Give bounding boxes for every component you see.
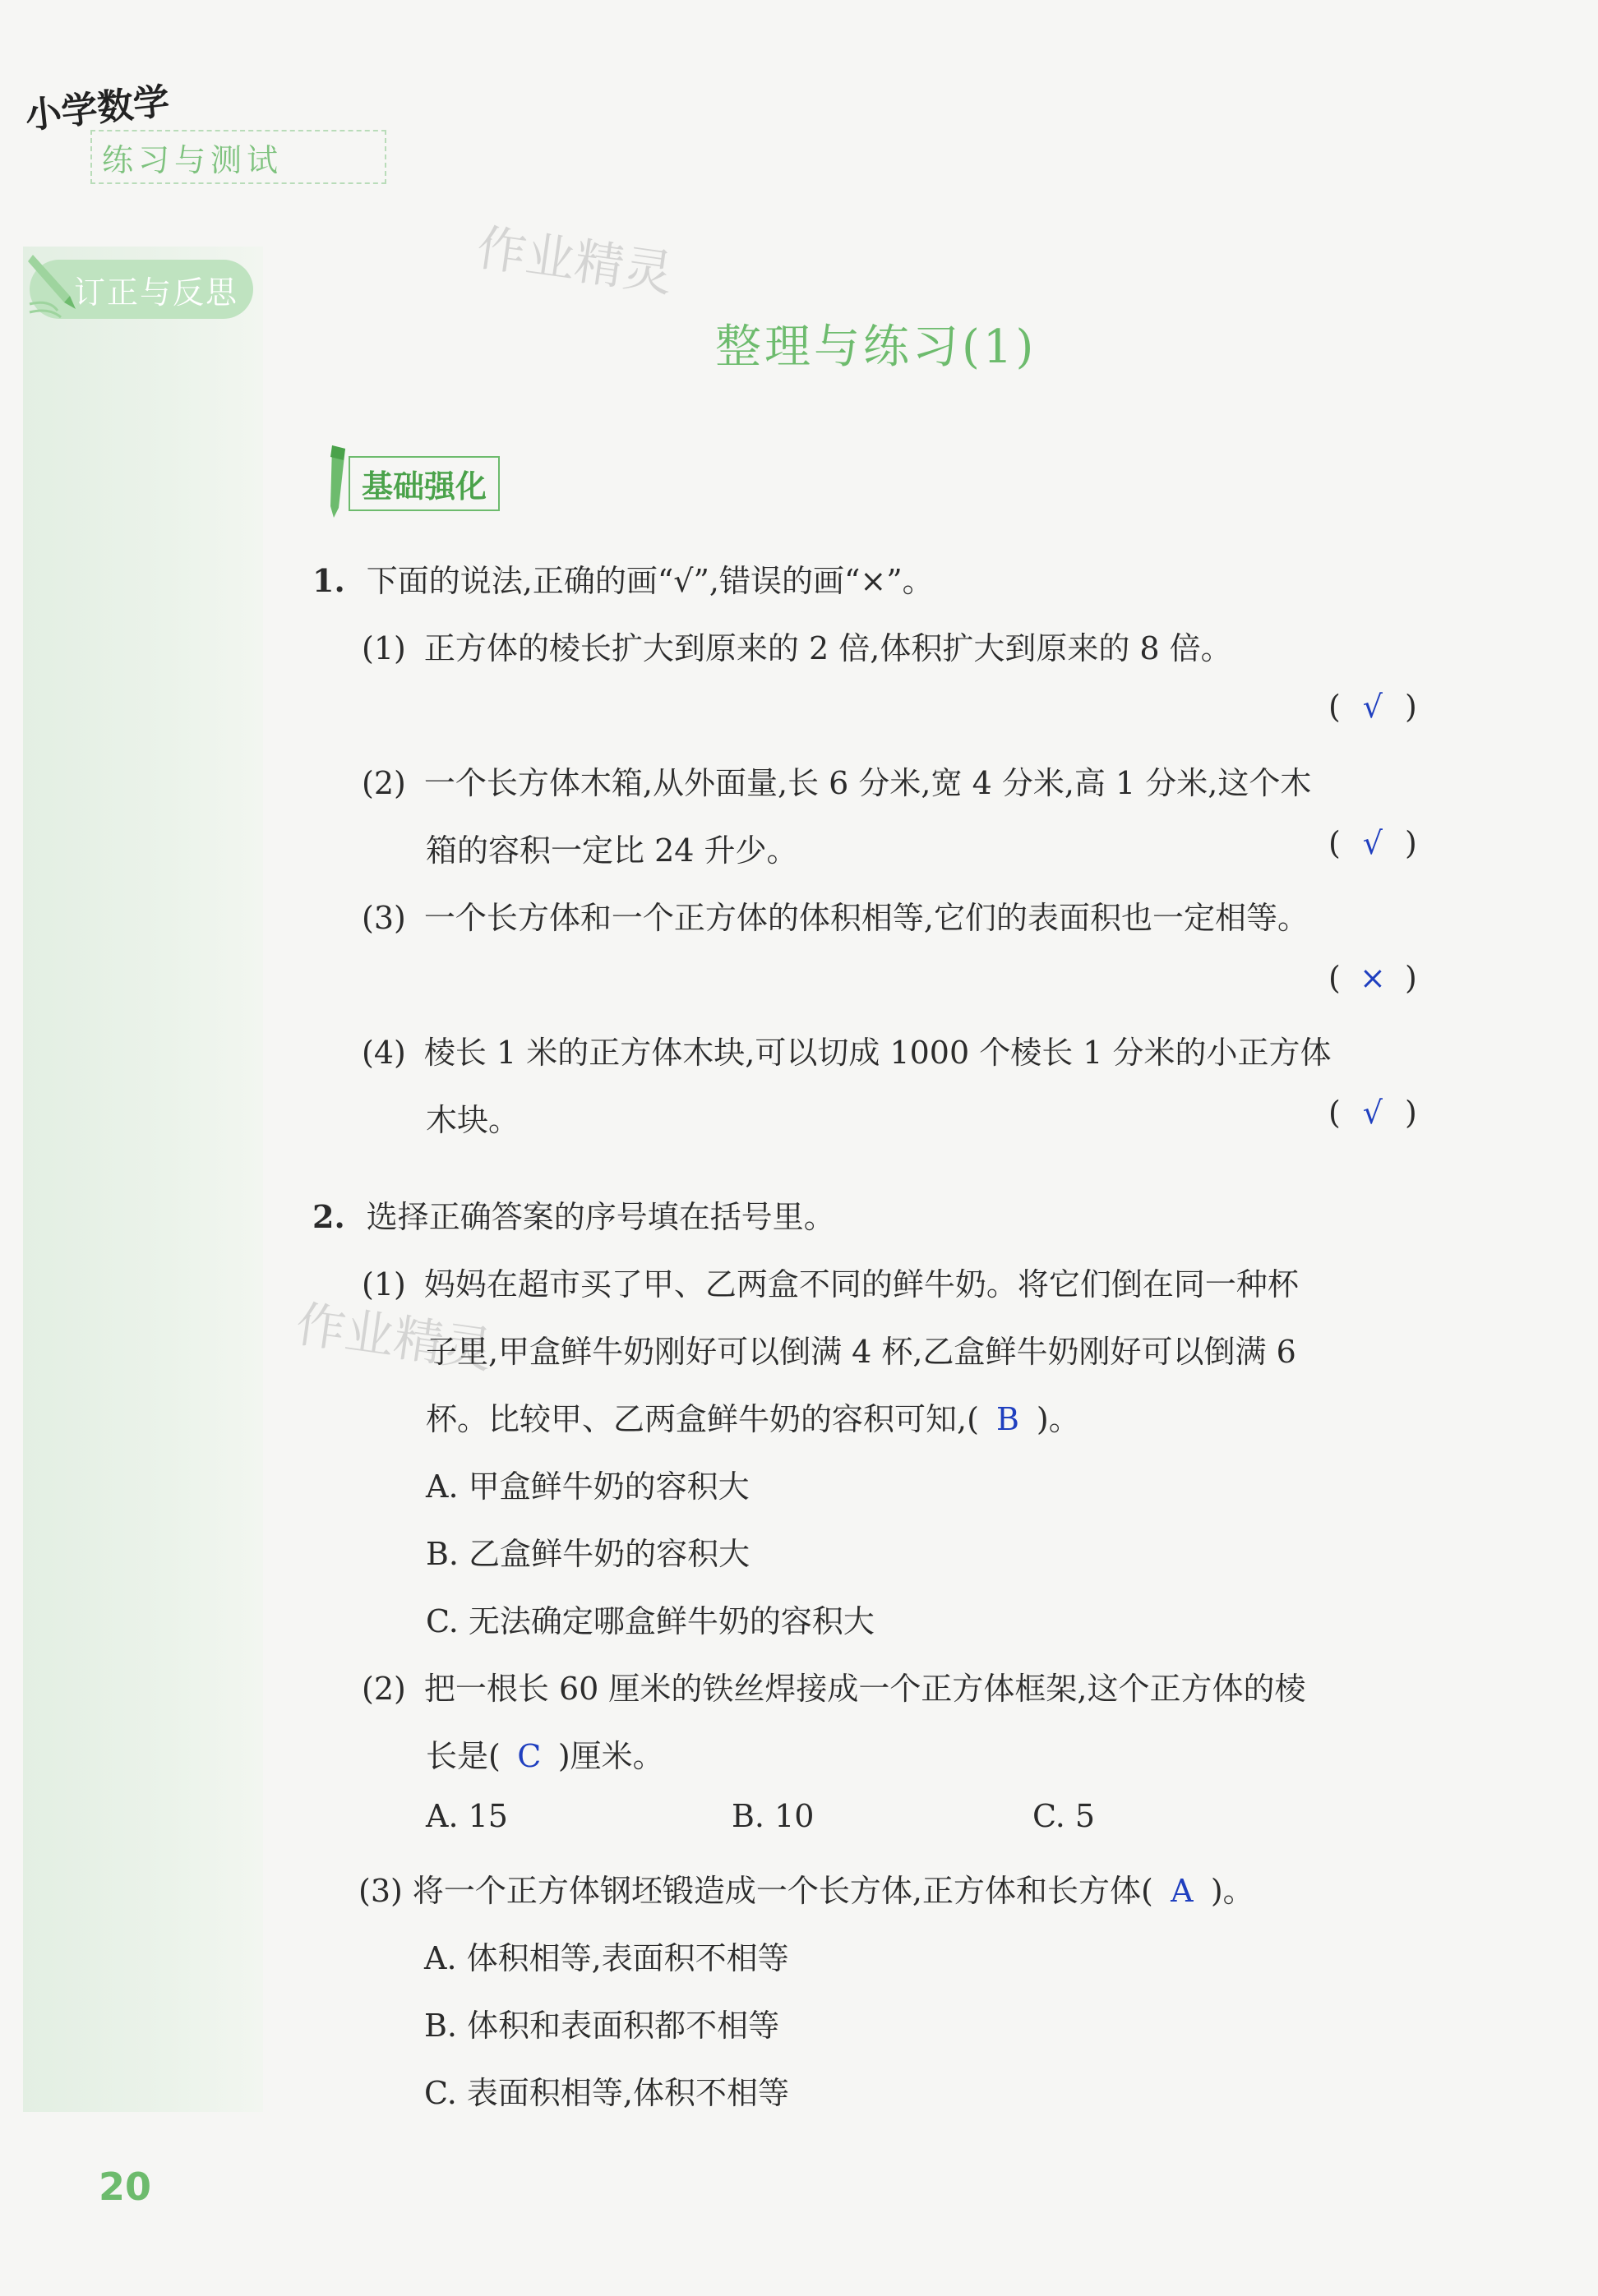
q2-p1-label: (1)	[362, 1266, 406, 1302]
q1-item2-label: (2)	[362, 765, 406, 801]
q2-p1-option-b: B. 乙盒鲜牛奶的容积大	[426, 1536, 751, 1572]
q2-p2-text1: 把一根长 60 厘米的铁丝焊接成一个正方体框架,这个正方体的棱	[423, 1671, 1306, 1707]
q1-item3-label: (3)	[362, 900, 406, 936]
q2-p1-line2: 子里,甲盒鲜牛奶刚好可以倒满 4 杯,乙盒鲜牛奶刚好可以倒满 6	[426, 1334, 1296, 1370]
q1-item2-line2: 箱的容积一定比 24 升少。	[426, 832, 798, 869]
q2-p3-option-c: C. 表面积相等,体积不相等	[424, 2075, 789, 2111]
q1-item2-answer: √	[1362, 825, 1383, 861]
q1-item1-answer-bracket: ( √ )	[1328, 689, 1417, 725]
q2-p1-option-a: A. 甲盒鲜牛奶的容积大	[426, 1468, 750, 1505]
section-tag-label: 基础强化	[349, 456, 500, 511]
q1-item1-answer: √	[1362, 689, 1383, 725]
q2-p1-line3	[426, 1394, 1080, 1439]
lesson-title: 整理与练习(1)	[715, 320, 1037, 374]
q2-p2-text2: 长是(	[426, 1738, 501, 1774]
section-tag	[321, 450, 500, 516]
q1-number: 1.	[312, 562, 345, 599]
q1-item3-line1	[362, 892, 1309, 938]
q2-p2-answer: C	[517, 1738, 542, 1774]
q2-p3-option-a: A. 体积相等,表面积不相等	[424, 1940, 789, 1976]
q1-item2-line1	[362, 758, 1311, 803]
q1-item3-answer-bracket: ( × )	[1328, 960, 1417, 996]
correction-tab-label: 订正与反思	[73, 274, 238, 311]
q1-item4-line1	[362, 1027, 1332, 1072]
q2-p3-answer: A	[1171, 1873, 1194, 1909]
q1-item1-text: 正方体的棱长扩大到原来的 2 倍,体积扩大到原来的 8 倍。	[423, 630, 1232, 666]
page-number: 20	[99, 2165, 152, 2209]
q2-p1-option-c: C. 无法确定哪盒鲜牛奶的容积大	[426, 1603, 875, 1639]
q2-p1-answer: B	[995, 1401, 1019, 1437]
q2-p2-line2	[426, 1731, 664, 1776]
q2-p2-text2-end: )厘米。	[557, 1738, 664, 1774]
q2-number: 2.	[312, 1198, 345, 1235]
q1-item3-text: 一个长方体和一个正方体的体积相等,它们的表面积也一定相等。	[423, 900, 1309, 936]
q1-item4-line2: 木块。	[426, 1102, 520, 1138]
q1-item4-label: (4)	[362, 1035, 406, 1071]
q1-item4-answer: √	[1362, 1095, 1383, 1131]
q2-p1-text1: 妈妈在超市买了甲、乙两盒不同的鲜牛奶。将它们倒在同一种杯	[423, 1266, 1299, 1302]
q1-item1-label: (1)	[362, 630, 406, 666]
q2-p1-text3: 杯。比较甲、乙两盒鲜牛奶的容积可知,(	[426, 1401, 979, 1437]
q1-item4-answer-bracket: ( √ )	[1328, 1095, 1417, 1131]
q2-p3-option-b: B. 体积和表面积都不相等	[424, 2008, 780, 2044]
q2-p2-line1	[362, 1663, 1306, 1708]
q2-p1-text3-end: )。	[1036, 1401, 1080, 1437]
q1-item4-text: 棱长 1 米的正方体木块,可以切成 1000 个棱长 1 分米的小正方体	[423, 1035, 1332, 1071]
q2-p2-option-a: A. 15	[426, 1798, 508, 1834]
correction-sidebar	[23, 247, 263, 2112]
brand-subtitle-box	[90, 130, 386, 184]
q2-stem: 选择正确答案的序号填在括号里。	[366, 1199, 835, 1235]
q2-p1-line1	[362, 1259, 1299, 1304]
q2-stem-line	[312, 1192, 835, 1237]
q2-p2-option-c: C. 5	[1032, 1798, 1096, 1834]
q1-stem: 下面的说法,正确的画“√”,错误的画“×”。	[366, 563, 934, 599]
pencil-icon	[25, 247, 82, 320]
q2-p3-line1	[358, 1865, 1254, 1911]
q1-item3-answer: ×	[1359, 960, 1386, 996]
q1-stem-line	[312, 556, 934, 601]
brand-title: 小学数学	[23, 80, 172, 138]
q2-p3-text1: 将一个正方体钢坯锻造成一个长方体,正方体和长方体(	[412, 1873, 1153, 1909]
q1-item2-text: 一个长方体木箱,从外面量,长 6 分米,宽 4 分米,高 1 分米,这个木	[423, 765, 1312, 801]
watermark-mid: 作业精灵	[292, 1295, 496, 1381]
q2-p2-label: (2)	[362, 1671, 406, 1707]
q2-p2-option-b: B. 10	[732, 1798, 815, 1834]
brand-subtitle: 练习与测试	[102, 142, 284, 178]
watermark-top: 作业精灵	[473, 219, 677, 304]
q1-item2-answer-bracket: ( √ )	[1328, 825, 1417, 861]
q1-item1-line1	[362, 623, 1232, 668]
q2-p3-label: (3)	[358, 1873, 403, 1909]
q2-p3-text1-end: )。	[1210, 1873, 1254, 1909]
